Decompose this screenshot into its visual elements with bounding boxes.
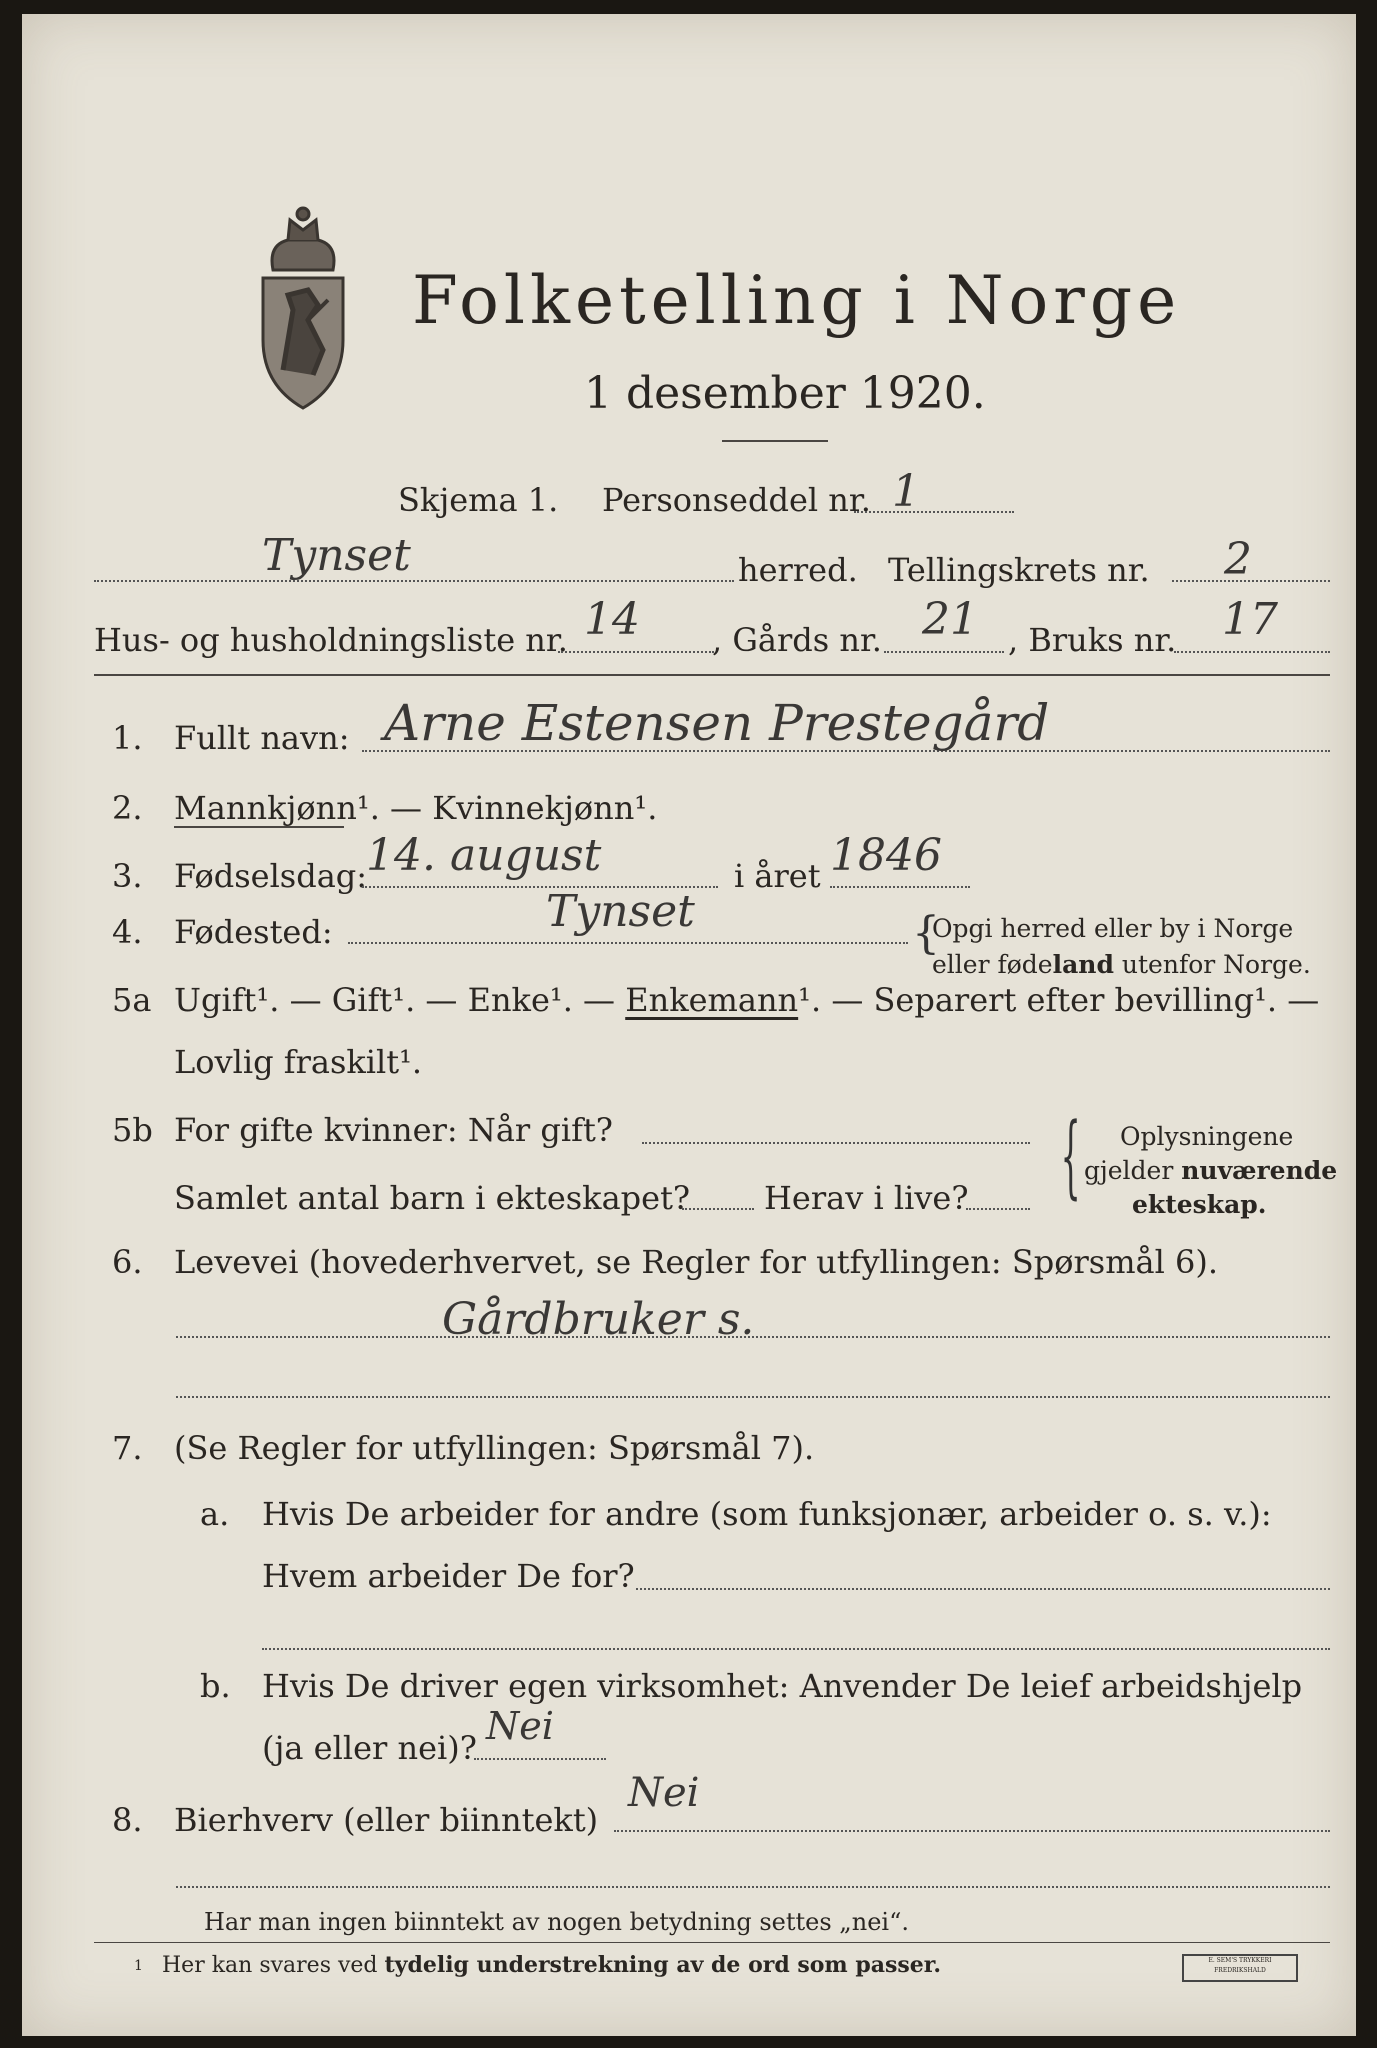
hus-label: Hus- og husholdningsliste nr.: [94, 621, 568, 659]
census-date: 1 desember 1920.: [584, 368, 986, 419]
q7a-line1: Hvis De arbeider for andre (som funksjonær, arbeider o. s. v.):: [262, 1495, 1272, 1533]
q5b-line2b: Herav i live?: [764, 1179, 969, 1217]
herred-label: herred.: [738, 551, 858, 589]
q8-value: Nei: [628, 1770, 700, 1816]
personseddel-label: Personseddel nr.: [602, 481, 871, 519]
q5b-line2a: Samlet antal barn i ekteskapet?: [174, 1179, 691, 1217]
q4-number: 4.: [112, 913, 143, 951]
herred-value: Tynset: [262, 530, 411, 581]
header-divider: [94, 674, 1330, 676]
q4-label: Fødested:: [174, 913, 333, 951]
title-divider: [722, 440, 828, 442]
tellingskrets-value: 2: [1224, 534, 1252, 585]
q2-gender-options: Mannkjønn¹. — Kvinnekjønn¹.: [174, 789, 658, 827]
q6-label: Levevei (hovederhvervet, se Regler for utfyllingen: Spørsmål 6).: [174, 1243, 1219, 1281]
q5b-note-line1: Oplysningene: [1120, 1122, 1294, 1151]
hus-value: 14: [584, 594, 640, 645]
skjema-label: Skjema 1.: [398, 481, 559, 519]
q1-number: 1.: [112, 719, 143, 757]
q5b-note-line3: ekteskap.: [1132, 1190, 1267, 1219]
form-title: Folketelling i Norge: [412, 262, 1182, 339]
q6-occupation-value: Gårdbruker s.: [442, 1294, 755, 1345]
q8-label: Bierhverv (eller biinntekt): [174, 1801, 599, 1839]
q2-number: 2.: [112, 789, 143, 827]
q7b-line2: (ja eller nei)?: [262, 1729, 477, 1767]
q7b-line1: Hvis De driver egen virksomhet: Anvender De leief arbeidshjelp: [262, 1667, 1303, 1705]
tellingskrets-label: Tellingskrets nr.: [888, 551, 1150, 589]
q6-number: 6.: [112, 1243, 143, 1281]
q7a-number: a.: [200, 1495, 230, 1533]
q7a-line2: Hvem arbeider De for?: [262, 1557, 635, 1595]
norway-coat-of-arms-icon: [248, 200, 358, 415]
q4-note-line1: Opgi herred eller by i Norge: [932, 914, 1294, 943]
q1-label: Fullt navn:: [174, 719, 350, 757]
q8-number: 8.: [112, 1801, 143, 1839]
gards-value: 21: [922, 594, 978, 645]
q1-full-name-value: Arne Estensen Prestegård: [384, 694, 1050, 752]
q5a-line2: Lovlig fraskilt¹.: [174, 1043, 423, 1081]
q3-year-value: 1846: [830, 830, 942, 881]
census-form-page: Folketelling i Norge 1 desember 1920. Skjema 1. Personseddel nr. 1 Tynset herred. Tellingskrets nr. 2 Hus- og husholdningsliste nr. 14 , Gårds nr. 21 , Bruks nr. 17 1. Fullt navn: Arne Estensen Prestegård 2. Mannkjønn¹. — Kvinnekjønn¹. 3. Fødselsdag: 14. august i året 1846 4. Fødested: Tynset { Opgi herred eller by i Norge eller fødeland utenfor Norge. 5a Ugift¹. — Gift¹. — Enke¹. — Enkemann¹. — Separert efter bevilling¹. — Lovlig fraskilt¹. 5b For gifte kvinner: Når gift? Samlet antal barn i ekteskapet? Herav i live? { Oplysningene gjelder nuværende ekteskap. 6. Levevei (hovederhvervet, se Regler for utfyllingen: Spørsmål 6). Gårdbruker s. 7. (Se Regler for utfyllingen: Spørsmål 7). a. Hvis De arbeider for andre (som funksjonær, arbeider o. s. v.): Hvem arbeider De for? b. Hvis De driver egen virksomhet: Anvender De leief arbeidshjelp (ja eller nei)? Nei 8. Bierhverv (eller biinntekt) Nei Har man ingen biinntekt av nogen betydning settes „nei“. 1 Her kan svares ved tydelig understrekning av de ord som passer. E. SEM'S TRYKKERI FREDRIKSHALD: [22, 14, 1356, 2036]
q3-label: Fødselsdag:: [174, 857, 368, 895]
bruks-value: 17: [1222, 594, 1278, 645]
q2-underline-mannkjonn: [174, 826, 344, 828]
bruks-label: , Bruks nr.: [1008, 621, 1177, 659]
q3-birthdate-value: 14. august: [366, 830, 602, 881]
q5a-marital-options: Ugift¹. — Gift¹. — Enke¹. — Enkemann¹. — Separert efter bevilling¹. —: [174, 981, 1320, 1019]
q5a-enkemann-underlined: Enkemann: [625, 981, 799, 1019]
q7-number: 7.: [112, 1429, 143, 1467]
personseddel-value: 1: [892, 466, 920, 517]
q7b-number: b.: [200, 1667, 231, 1705]
q5a-number: 5a: [112, 981, 152, 1019]
footer-note: Har man ingen biinntekt av nogen betydning settes „nei“.: [204, 1908, 909, 1936]
footnote-text: Her kan svares ved tydelig understrekning av de ord som passer.: [162, 1952, 942, 1978]
gards-label: , Gårds nr.: [712, 621, 882, 659]
q3-year-label: i året: [734, 857, 821, 895]
q5b-note-line2: gjelder nuværende: [1084, 1156, 1338, 1185]
q7b-value: Nei: [486, 1704, 554, 1748]
q5b-line1: For gifte kvinner: Når gift?: [174, 1111, 613, 1149]
q4-note-line2: eller fødeland utenfor Norge.: [932, 950, 1311, 979]
q3-number: 3.: [112, 857, 143, 895]
q4-birthplace-value: Tynset: [546, 886, 695, 937]
footnote-number: 1: [134, 1958, 143, 1974]
footer-divider: [94, 1942, 1330, 1943]
q7-label: (Se Regler for utfyllingen: Spørsmål 7).: [174, 1429, 815, 1467]
printer-stamp: E. SEM'S TRYKKERI FREDRIKSHALD: [1182, 1954, 1298, 1982]
q5b-number: 5b: [112, 1111, 153, 1149]
